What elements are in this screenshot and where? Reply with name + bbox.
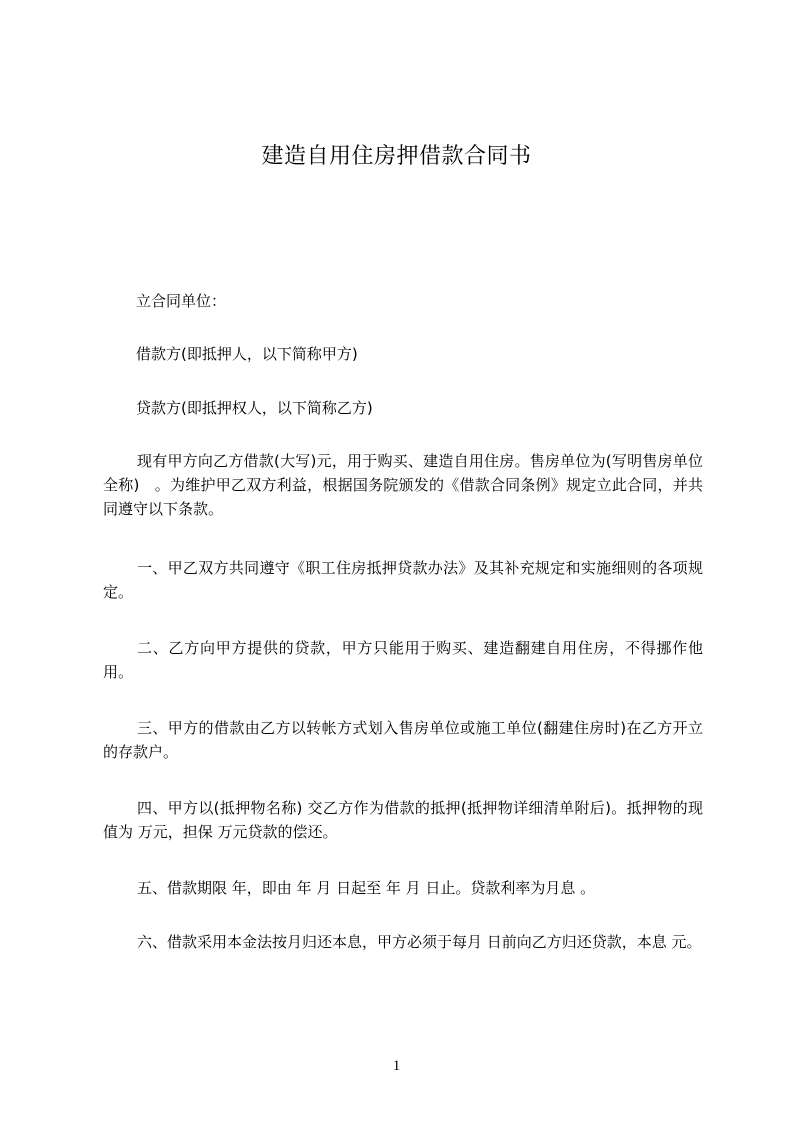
clause-3: 三、甲方的借款由乙方以转帐方式划入售房单位或施工单位(翻建住房时)在乙方开立的存款户。 (103, 719, 703, 761)
document-title: 建造自用住房押借款合同书 (261, 144, 532, 169)
clause-2: 二、乙方向甲方提供的贷款，甲方只能用于购买、建造翻建自用住房，不得挪作他用。 (103, 639, 703, 681)
page-number: 1 (392, 1058, 401, 1074)
borrower-line: 借款方(即抵押人，以下简称甲方) (136, 345, 358, 363)
clause-4: 四、甲方以(抵押物名称) 交乙方作为借款的抵押(抵押物详细清单附后)。抵押物的现值为 万元，担保 万元贷款的偿还。 (103, 799, 703, 841)
clause-1: 一、甲乙双方共同遵守《职工住房抵押贷款办法》及其补充规定和实施细则的各项规定。 (103, 559, 703, 601)
lender-line: 贷款方(即抵押权人，以下简称乙方) (136, 399, 373, 417)
parties-heading: 立合同单位： (136, 292, 227, 310)
clause-5: 五、借款期限 年，即由 年 月 日起至 年 月 日止。贷款利率为月息 。 (137, 879, 596, 897)
intro-paragraph: 现有甲方向乙方借款(大写)元，用于购买、建造自用住房。售房单位为(写明售房单位全称) 。为维护甲乙双方利益，根据国务院颁发的《借款合同条例》规定立此合同，并共同遵守以下条款。 (103, 452, 703, 518)
clause-6: 六、借款采用本金法按月归还本息，甲方必须于每月 日前向乙方归还贷款，本息 元。 (137, 933, 702, 951)
